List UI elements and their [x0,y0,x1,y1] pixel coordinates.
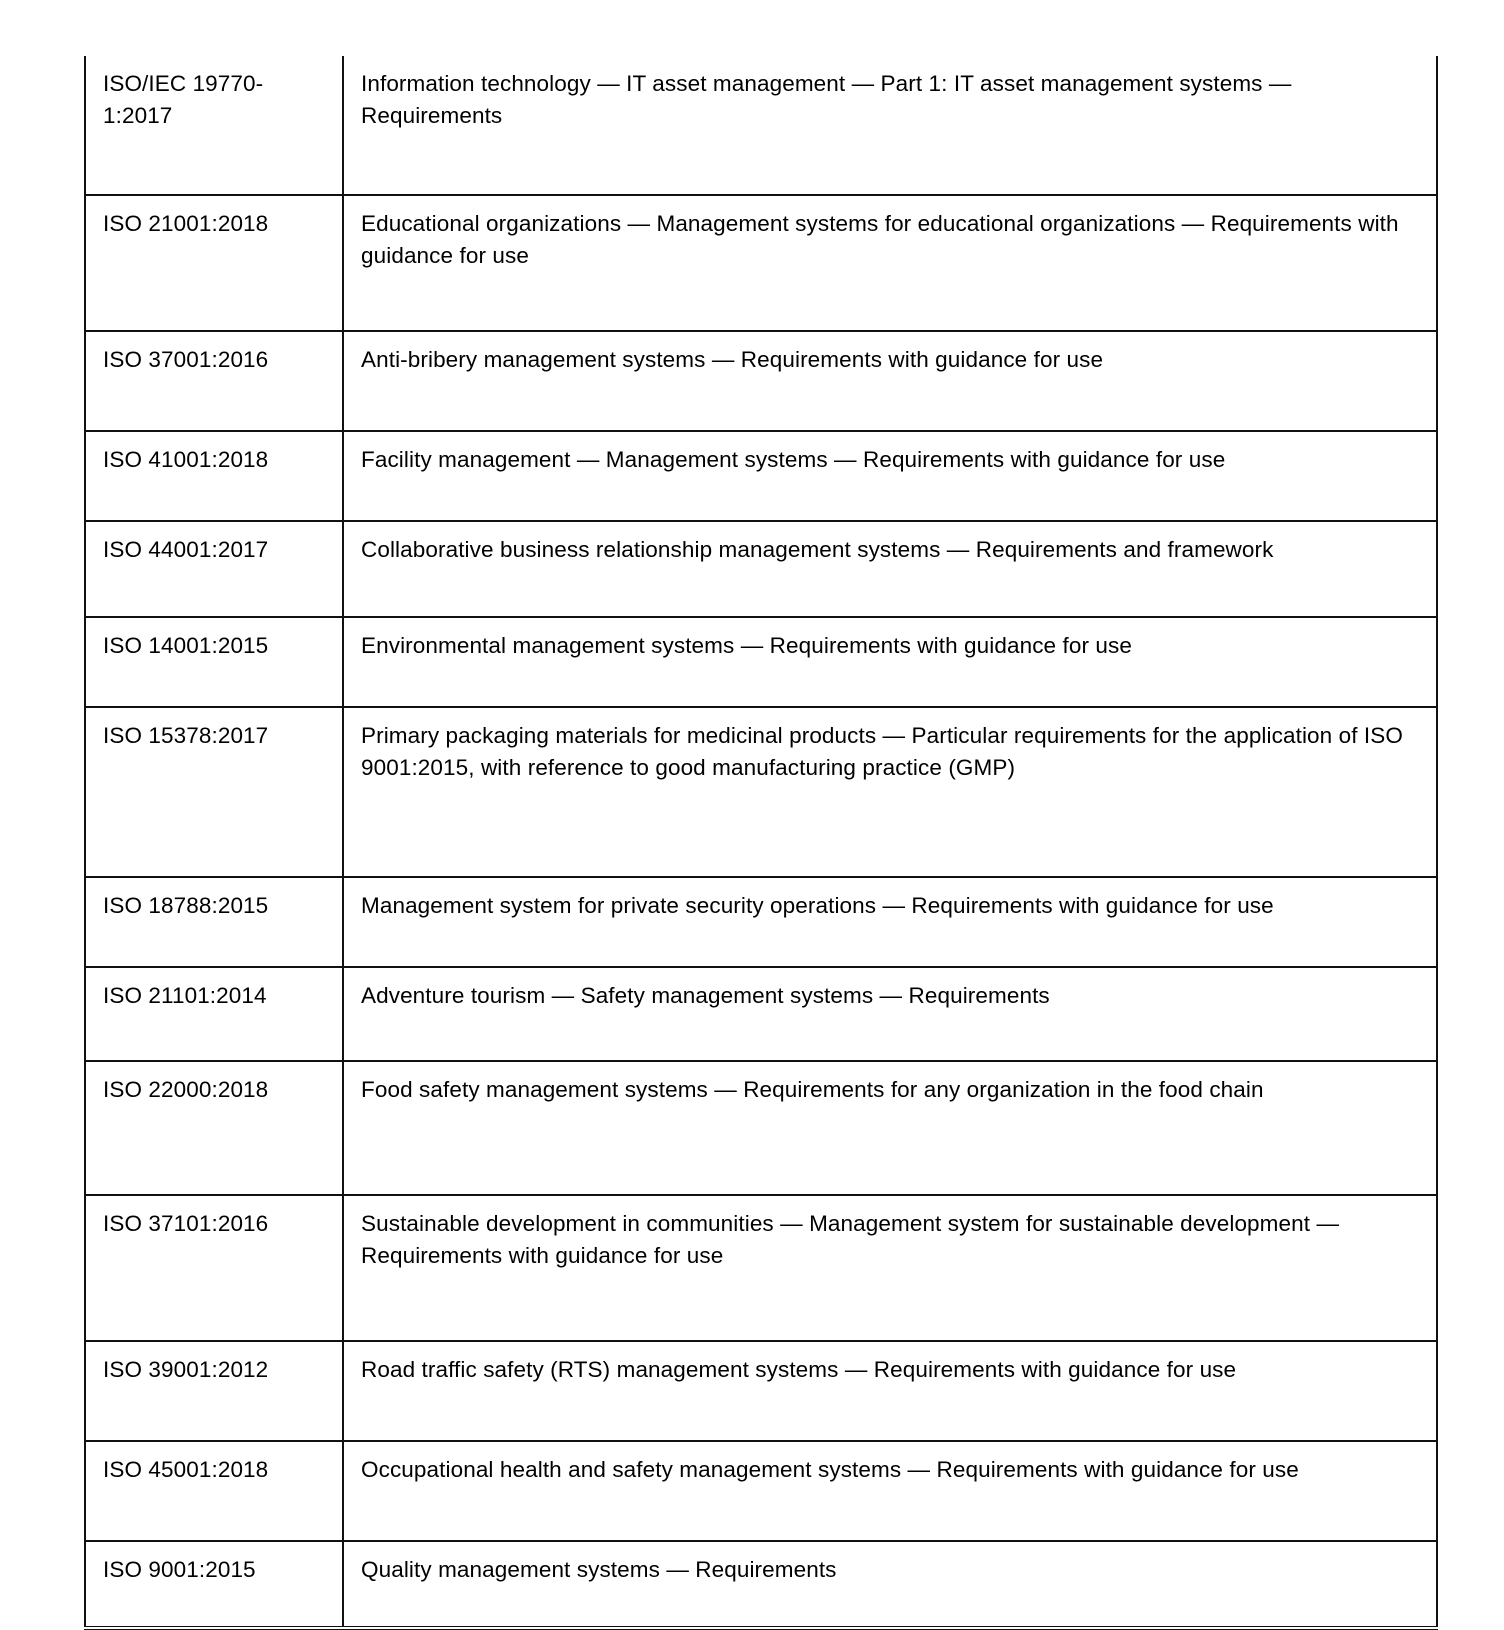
standard-code-cell [85,1441,343,1541]
standard-code: ISO/IEC 19770-1:2017 [103,71,264,128]
standard-title-cell [343,331,1437,431]
standard-title: Food safety management systems — Requirements for any organization in the food chain [361,1077,1264,1102]
iso-standards-table [84,56,1438,1630]
standard-title-cell [343,1195,1437,1341]
standard-code-cell [85,1061,343,1195]
standard-code: ISO 41001:2018 [103,447,269,472]
table-row [85,707,1437,877]
standard-code-cell [85,877,343,967]
table-row [85,1341,1437,1441]
table-row [85,1441,1437,1541]
standard-title: Quality management systems — Requirements [361,1557,837,1582]
standard-code: ISO 21101:2014 [103,983,267,1008]
standard-title: Facility management — Management systems — Requirements with guidance for use [361,447,1226,472]
standard-title: Management system for private security operations — Requirements with guidance for use [361,893,1274,918]
standard-title-cell [343,1541,1437,1628]
table-row [85,1541,1437,1628]
table-row [85,56,1437,195]
standard-code: ISO 39001:2012 [103,1357,269,1382]
standard-code-cell [85,521,343,617]
standard-code: ISO 45001:2018 [103,1457,269,1482]
table-row [85,1061,1437,1195]
standard-title-cell [343,1341,1437,1441]
standard-title: Environmental management systems — Requirements with guidance for use [361,633,1133,658]
standard-code: ISO 18788:2015 [103,893,269,918]
standard-code: ISO 9001:2015 [103,1557,256,1582]
standard-code: ISO 15378:2017 [103,723,269,748]
standard-title-cell [343,1441,1437,1541]
table-row [85,521,1437,617]
standard-code-cell [85,967,343,1061]
standard-code: ISO 14001:2015 [103,633,269,658]
standard-code: ISO 22000:2018 [103,1077,269,1102]
standard-code: ISO 37001:2016 [103,347,269,372]
standard-title: Adventure tourism — Safety management systems — Requirements [361,983,1050,1008]
standard-title-cell [343,1061,1437,1195]
table-row [85,195,1437,331]
table-row [85,967,1437,1061]
standard-code: ISO 44001:2017 [103,537,269,562]
standard-title: Information technology — IT asset management — Part 1: IT asset management systems — Requirements [361,71,1292,128]
standard-code-cell [85,431,343,521]
standard-code-cell [85,331,343,431]
table-body [85,56,1437,1628]
standard-title-cell [343,617,1437,707]
table-row [85,877,1437,967]
standard-code-cell [85,56,343,195]
standard-title-cell [343,431,1437,521]
standard-code-cell [85,1541,343,1628]
table-row [85,331,1437,431]
standard-title-cell [343,56,1437,195]
standard-title: Occupational health and safety management systems — Requirements with guidance for use [361,1457,1299,1482]
standard-code-cell [85,617,343,707]
standard-title: Primary packaging materials for medicinal products — Particular requirements for the application of ISO 9001:2015, with reference to good manufacturing practice (GMP) [361,723,1403,780]
standards-table-container [84,56,1436,1630]
table-row [85,431,1437,521]
standard-title: Sustainable development in communities — Management system for sustainable development — Requirements with guidance for use [361,1211,1340,1268]
standard-title-cell [343,967,1437,1061]
standard-title: Road traffic safety (RTS) management systems — Requirements with guidance for use [361,1357,1237,1382]
standard-title: Anti-bribery management systems — Requirements with guidance for use [361,347,1104,372]
standard-code-cell [85,195,343,331]
standard-title-cell [343,707,1437,877]
table-row [85,617,1437,707]
standard-title: Collaborative business relationship management systems — Requirements and framework [361,537,1274,562]
standard-title-cell [343,877,1437,967]
table-row [85,1195,1437,1341]
standard-code-cell [85,707,343,877]
standard-code-cell [85,1341,343,1441]
standard-title: Educational organizations — Management systems for educational organizations — Requirements with guidance for use [361,211,1399,268]
standard-title-cell [343,195,1437,331]
standard-code: ISO 37101:2016 [103,1211,269,1236]
standard-code: ISO 21001:2018 [103,211,269,236]
standard-code-cell [85,1195,343,1341]
standard-title-cell [343,521,1437,617]
